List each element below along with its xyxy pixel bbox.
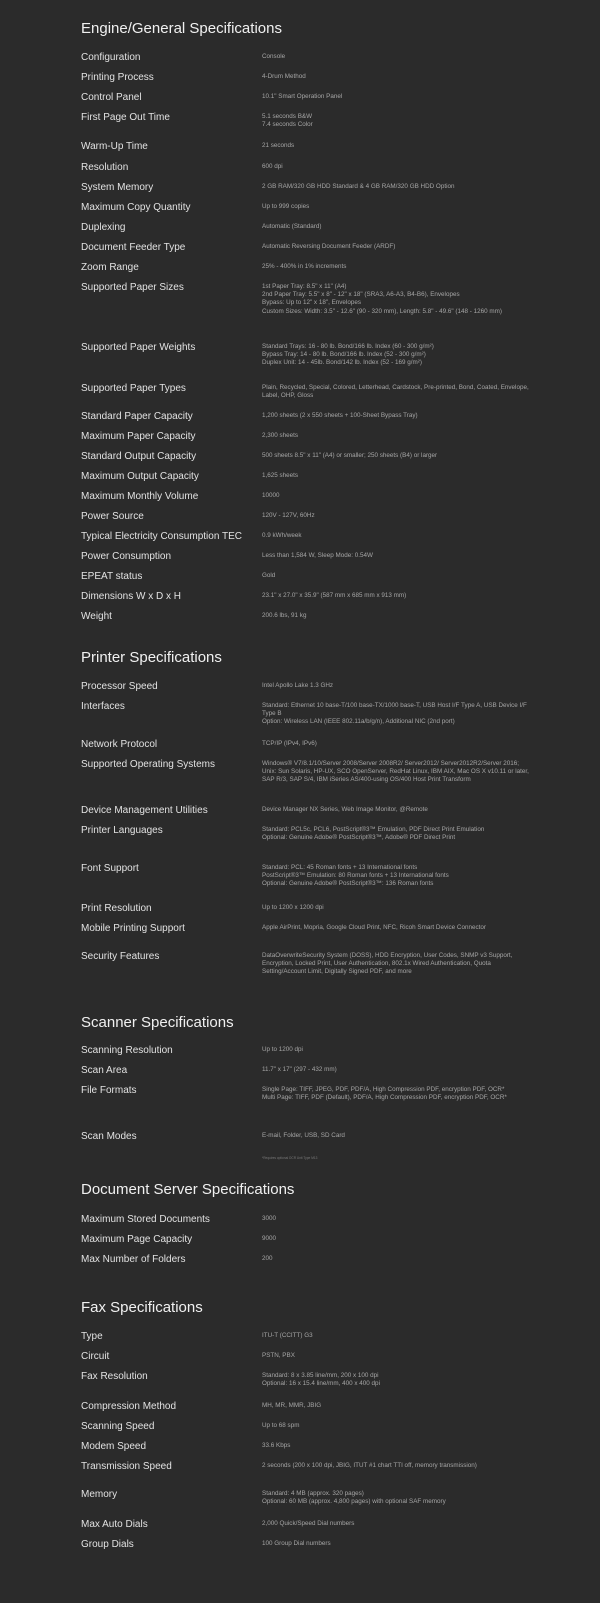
spec-value: Up to 1200 x 1200 dpi [262,904,324,911]
spec-label: Scanning Speed [81,1421,155,1432]
spec-value: Up to 1200 dpi [262,1046,303,1053]
spec-value: 500 sheets 8.5" x 11" (A4) or smaller; 250 sheets (B4) or larger [262,452,438,459]
spec-label: Max Number of Folders [81,1254,186,1265]
footnote: *Requires optional OCR Unit Type M13 [262,1156,318,1160]
spec-value: 0.9 kWh/week [262,532,302,539]
spec-value: Up to 999 copies [262,203,310,210]
spec-label: Supported Paper Weights [81,342,196,353]
spec-label: Security Features [81,951,160,962]
spec-value: 21 seconds [262,142,295,149]
spec-value: Intel Apollo Lake 1.3 GHz [262,682,334,689]
section-title: Scanner Specifications [81,1014,234,1031]
spec-label: Maximum Paper Capacity [81,431,196,442]
spec-label: Max Auto Dials [81,1519,148,1530]
spec-value: 10.1" Smart Operation Panel [262,93,343,100]
spec-label: Control Panel [81,92,142,103]
spec-label: Print Resolution [81,903,152,914]
spec-label: Compression Method [81,1401,177,1412]
spec-label: Dimensions W x D x H [81,591,182,602]
spec-label: System Memory [81,182,154,193]
spec-value: Device Manager NX Series, Web Image Monitor, @Remote [262,806,428,813]
spec-value: 100 Group Dial numbers [262,1540,331,1547]
spec-value: 2,300 sheets [262,432,299,439]
section-title: Document Server Specifications [81,1181,295,1198]
spec-value: Standard: 8 x 3.85 line/mm, 200 x 100 dpi Optional: 16 x 15.4 line/mm, 400 x 400 dpi [262,1372,380,1388]
spec-value: Automatic Reversing Document Feeder (ARDF) [262,243,396,250]
spec-label: Network Protocol [81,739,158,750]
spec-value: 200 [262,1255,273,1262]
spec-label: Modem Speed [81,1441,147,1452]
spec-value: Standard: 4 MB (approx. 320 pages) Optional: 60 MB (approx. 4,800 pages) with optional SAF memory [262,1490,446,1506]
spec-label: Power Source [81,511,144,522]
spec-label: Document Feeder Type [81,242,186,253]
section-title: Fax Specifications [81,1299,203,1316]
spec-value: Standard: PCL5c, PCL6, PostScript®3™ Emulation, PDF Direct Print Emulation Optional: Genuine Adobe® PostScript®3™, Adobe® PDF Direct Print [262,826,485,842]
spec-label: Zoom Range [81,262,139,273]
spec-value: 1,200 sheets (2 x 550 sheets + 100-Sheet Bypass Tray) [262,412,418,419]
spec-label: Printer Languages [81,825,163,836]
spec-value: 5.1 seconds B&W 7.4 seconds Color [262,113,313,129]
spec-value: Standard Trays: 16 - 80 lb. Bond/166 lb. Index (60 - 300 g/m²) Bypass Tray: 14 - 80 lb. Bond/166 lb. Index (52 - 300 g/m²) Duplex Unit: 14 - 45lb. Bond/142 lb. Index (52 - 169 g/m²) [262,343,434,367]
spec-label: Printing Process [81,72,154,83]
spec-label: Interfaces [81,701,125,712]
spec-label: Typical Electricity Consumption TEC [81,531,242,542]
spec-value: 25% - 400% in 1% increments [262,263,347,270]
spec-label: Warm-Up Time [81,141,148,152]
spec-value: Up to 68 spm [262,1422,300,1429]
spec-label: Maximum Monthly Volume [81,491,199,502]
spec-label: Scan Modes [81,1131,137,1142]
spec-label: Power Consumption [81,551,172,562]
section-title: Engine/General Specifications [81,20,282,37]
spec-value: E-mail, Folder, USB, SD Card [262,1132,345,1139]
spec-label: Supported Operating Systems [81,759,215,770]
spec-value: 9000 [262,1235,277,1242]
spec-value: 23.1" x 27.0" x 35.9" (587 mm x 685 mm x 913 mm) [262,592,407,599]
spec-value: Windows® V7/8.1/10/Server 2008/Server 2008R2/ Server2012/ Server2012R2/Server 2016; Unix: Sun Solaris, HP-UX, SCO OpenServer, RedHat Linux, IBM AIX, Mac OS X v10.11 or later, SAP R/3, SAP S/4, IBM iSeries AS/400-using OS/400 Host Print Transform [262,760,529,784]
spec-value: Standard: PCL: 45 Roman fonts + 13 International fonts PostScript®3™ Emulation: 80 Roman fonts + 13 International fonts Optional: Genuine Adobe® PostScript®3™: 136 Roman fonts [262,864,449,888]
spec-label: Type [81,1331,103,1342]
spec-label: Supported Paper Sizes [81,282,184,293]
spec-value: TCP/IP (IPv4, IPv6) [262,740,317,747]
spec-value: 10000 [262,492,280,499]
spec-value: Automatic (Standard) [262,223,322,230]
spec-label: Maximum Copy Quantity [81,202,191,213]
spec-label: File Formats [81,1085,137,1096]
spec-value: Gold [262,572,276,579]
spec-label: EPEAT status [81,571,143,582]
spec-label: Scanning Resolution [81,1045,173,1056]
spec-value: 120V - 127V, 60Hz [262,512,315,519]
spec-value: 4-Drum Method [262,73,306,80]
section-title: Printer Specifications [81,649,222,666]
spec-label: Circuit [81,1351,110,1362]
spec-value: 600 dpi [262,163,283,170]
spec-label: Resolution [81,162,129,173]
spec-label: Processor Speed [81,681,158,692]
spec-value: PSTN, PBX [262,1352,295,1359]
spec-value: 3000 [262,1215,277,1222]
spec-value: Plain, Recycled, Special, Colored, Letterhead, Cardstock, Pre-printed, Bond, Coated, Envelope, Label, OHP, Gloss [262,384,529,400]
spec-label: Device Management Utilities [81,805,208,816]
spec-value: 2,000 Quick/Speed Dial numbers [262,1520,355,1527]
spec-label: Supported Paper Types [81,383,186,394]
spec-value: Console [262,53,286,60]
spec-label: Memory [81,1489,118,1500]
spec-value: Standard: Ethernet 10 base-T/100 base-TX/1000 base-T, USB Host I/F Type A, USB Device I/F Type B Option: Wireless LAN (IEEE 802.11a/b/g/n), Additional NIC (2nd port) [262,702,527,726]
spec-value: MH, MR, MMR, JBIG [262,1402,322,1409]
spec-label: Duplexing [81,222,126,233]
spec-value: 1,625 sheets [262,472,299,479]
spec-label: Weight [81,611,112,622]
spec-value: DataOverwriteSecurity System (DOSS), HDD Encryption, User Codes, SNMP v3 Support, Encryption, Locked Print, User Authentication, 802.1x Wired Authentication, Quota Setting/Account Limit, Digitally Signed PDF, and more [262,952,513,976]
spec-value: 1st Paper Tray: 8.5" x 11" (A4) 2nd Paper Tray: 5.5" x 8" - 12" x 18" (SRA3, A6-A3, B4-B6), Envelopes Bypass: Up to 12" x 18", Envelopes Custom Sizes: Width: 3.5" - 12.6" (90 - 320 mm), Length: 5.8" - 49.6" (148 - 1260 mm) [262,283,502,315]
spec-label: Transmission Speed [81,1461,172,1472]
spec-label: Scan Area [81,1065,128,1076]
spec-value: 33.6 Kbps [262,1442,291,1449]
spec-label: Mobile Printing Support [81,923,185,934]
spec-value: Single Page: TIFF, JPEG, PDF, PDF/A, High Compression PDF, encryption PDF, OCR* Multi Page: TIFF, PDF (Default), PDF/A, High Compression PDF, encryption PDF, OCR* [262,1086,507,1102]
spec-value: ITU-T (CCITT) G3 [262,1332,313,1339]
spec-label: Maximum Stored Documents [81,1214,210,1225]
spec-value: Less than 1,584 W, Sleep Mode: 0.54W [262,552,373,559]
spec-value: 11.7" x 17" (297 - 432 mm) [262,1066,337,1073]
spec-label: Maximum Page Capacity [81,1234,193,1245]
spec-label: Maximum Output Capacity [81,471,199,482]
spec-label: Standard Output Capacity [81,451,197,462]
spec-value: 200.6 lbs, 91 kg [262,612,307,619]
spec-value: 2 GB RAM/320 GB HDD Standard & 4 GB RAM/320 GB HDD Option [262,183,455,190]
spec-label: Group Dials [81,1539,134,1550]
spec-label: Standard Paper Capacity [81,411,193,422]
spec-value: Apple AirPrint, Mopria, Google Cloud Print, NFC, Ricoh Smart Device Connector [262,924,486,931]
spec-value: 2 seconds (200 x 100 dpi, JBIG, ITUT #1 chart TTI off, memory transmission) [262,1462,477,1469]
spec-label: Font Support [81,863,139,874]
spec-label: Configuration [81,52,141,63]
spec-label: First Page Out Time [81,112,170,123]
spec-label: Fax Resolution [81,1371,148,1382]
